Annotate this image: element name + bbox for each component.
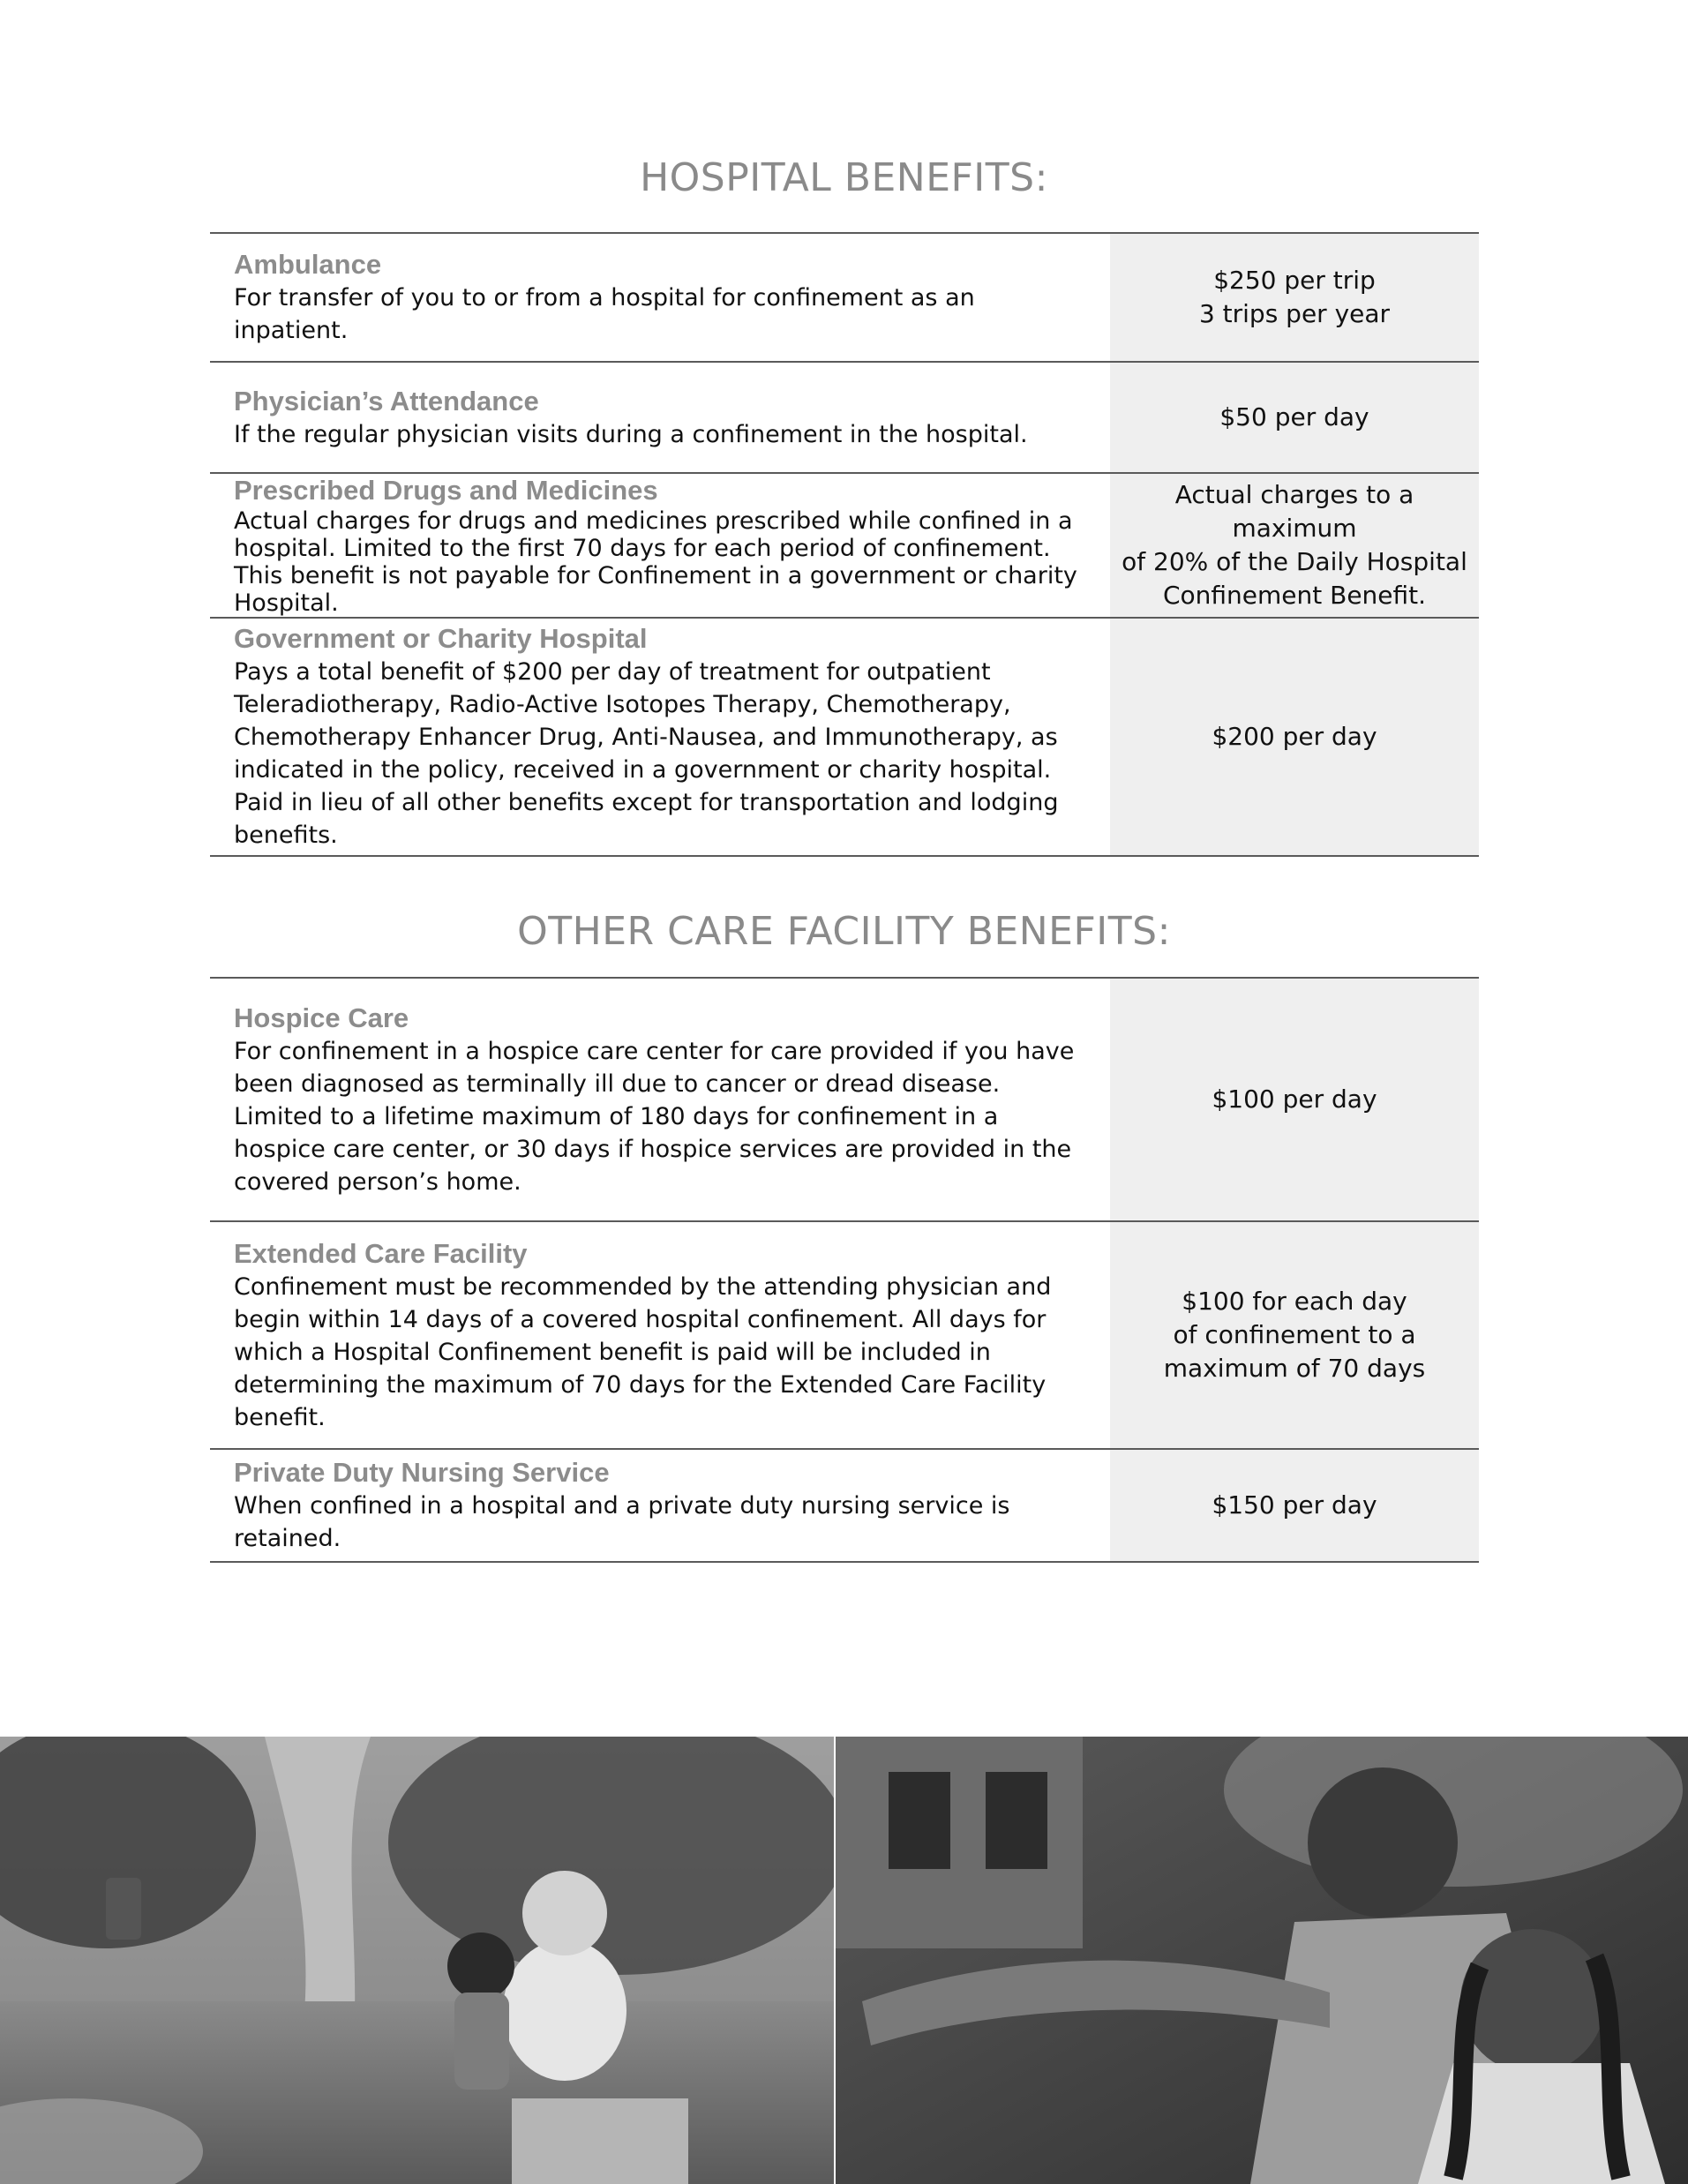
benefit-amount: $50 per day [1110, 363, 1479, 472]
benefit-name: Ambulance [234, 249, 382, 280]
benefit-amount: $100 for each day of confinement to a maximum of 70 days [1110, 1222, 1479, 1448]
benefit-name: Private Duty Nursing Service [234, 1457, 610, 1488]
benefit-text: For transfer of you to or from a hospital for confinement as an inpatient. [234, 284, 975, 344]
benefit-amount: $150 per day [1110, 1450, 1479, 1561]
table-row [210, 1222, 1479, 1450]
hospital-benefits-title: HOSPITAL BENEFITS: [640, 155, 1048, 200]
other-care-benefits-title: OTHER CARE FACILITY BENEFITS: [517, 909, 1171, 954]
benefit-text: Pays a total benefit of $200 per day of treatment for outpatient Teleradiotherapy, Radio-Active Isotopes Therapy, Chemotherapy, Chemotherapy Enhancer Drug, Anti-Nausea, and Immunotherapy, as indicated in the policy, received in a government or charity hospital. Paid in lieu of all other benefits except for transportation and lodging benefits. [234, 658, 1059, 849]
father-daughter-photo [834, 1737, 1688, 2184]
benefit-text: For confinement in a hospice care center for care provided if you have been diagnosed as terminally ill due to cancer or dread disease. Limited to a lifetime maximum of 180 days for confinement in a hospice care center, or 30 days if hospice services are provided in the covered person’s home. [234, 1037, 1075, 1196]
row-description [210, 363, 1110, 472]
row-description [210, 1450, 1110, 1561]
photo-strip [0, 1737, 1688, 2184]
benefit-text: When confined in a hospital and a private duty nursing service is retained. [234, 1492, 1010, 1552]
row-description [210, 1222, 1110, 1448]
row-description [210, 979, 1110, 1220]
benefit-text: Confinement must be recommended by the attending physician and begin within 14 days of a covered hospital confinement. All days for which a Hospital Confinement benefit is paid will be included in determining the maximum of 70 days for the Extended Care Facility benefit. [234, 1272, 1052, 1431]
benefit-amount: $250 per trip 3 trips per year [1110, 234, 1479, 361]
benefit-name: Government or Charity Hospital [234, 623, 648, 654]
hospital-benefits-table [210, 232, 1479, 857]
garden-photo [0, 1737, 834, 2184]
benefit-amount: $200 per day [1110, 619, 1479, 855]
benefit-amount: Actual charges to a maximum of 20% of the Daily Hospital Confinement Benefit. [1110, 474, 1479, 617]
table-row [210, 979, 1479, 1222]
benefit-name: Extended Care Facility [234, 1237, 528, 1269]
row-description [210, 234, 1110, 361]
table-row [210, 474, 1479, 619]
benefit-text: Actual charges for drugs and medicines prescribed while confined in a hospital. Limited to the first 70 days for each period of confinement. This benefit is not payable for Confinement in a government or charity Hospital. [234, 507, 1077, 617]
row-description [210, 619, 1110, 855]
table-row [210, 363, 1479, 474]
row-description [210, 474, 1110, 617]
table-row [210, 1450, 1479, 1563]
benefit-text: If the regular physician visits during a confinement in the hospital. [234, 420, 1028, 448]
other-care-benefits-table [210, 977, 1479, 1563]
benefit-name: Physician’s Attendance [234, 385, 539, 417]
benefit-name: Prescribed Drugs and Medicines [234, 475, 658, 506]
benefit-amount: $100 per day [1110, 979, 1479, 1220]
table-row [210, 234, 1479, 363]
table-row [210, 619, 1479, 857]
benefit-name: Hospice Care [234, 1002, 409, 1033]
